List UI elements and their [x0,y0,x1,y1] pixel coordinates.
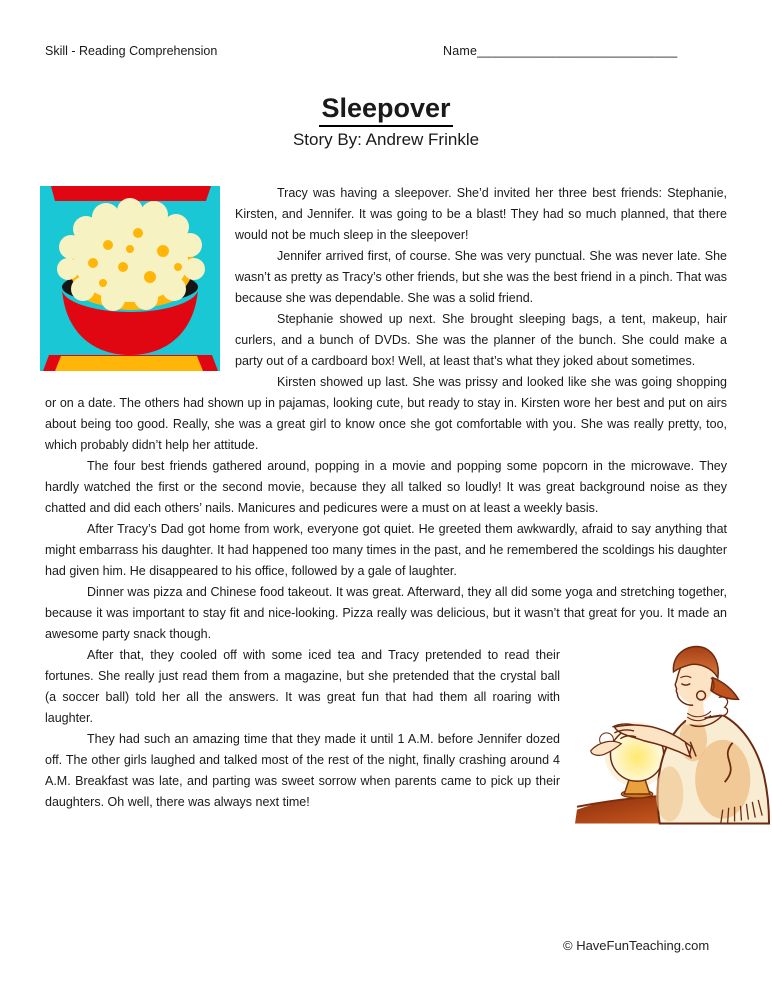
page-title: Sleepover [319,92,452,127]
popcorn-bowl-illustration [40,186,220,371]
story-text [45,183,727,825]
name-label: Name [443,44,478,58]
page-footer [563,938,709,953]
story-paragraph: Dinner was pizza and Chinese food takeout. It was great. Afterward, they all did some yoga and stretching together, because it was important to stay fit and nice-looking. Pizza really was delicious, but it wasn’t that great for you. It made an awesome party snack though. [45,585,727,641]
story-paragraph: They had such an amazing time that they made it until 1 A.M. before Jennifer dozed off. The other girls laughed and talked most of the rest of the night, finally crashing around 4 A.M. Breakfast was late, and parting was sweet sorrow when parents came to pick up their daughters. Oh well, there was always next time! [45,732,560,809]
story-paragraph: After Tracy’s Dad got home from work, everyone got quiet. He greeted them awkwardly, afraid to say anything that might embarrass his daughter. It had happened too many times in the past, and he remembered the scoldings his daughter had given him. He disappeared to his office, followed by a gale of laughter. [45,522,727,578]
story-paragraph: Jennifer arrived first, of course. She was very punctual. She was never late. She wasn’t as pretty as Tracy’s other friends, but she was the best friend in a pinch. That was because she was dependable. She was a solid friend. [235,249,727,305]
name-blank-line[interactable]: ____________________________ [477,44,678,58]
story-paragraph: Tracy was having a sleepover. She’d invited her three best friends: Stephanie, Kirsten, and Jennifer. It was going to be a blast! They had so much planned, that there would not be much sleep in the sleepover! [235,186,727,242]
story-paragraph: Stephanie showed up next. She brought sleeping bags, a tent, makeup, hair curlers, and a bunch of DVDs. She was the planner of the bunch. She could make a party out of a cardboard box! Well, at least that’s what they joked about sometimes. [235,312,727,368]
name-field [443,44,677,58]
story-paragraph: The four best friends gathered around, popping in a movie and popping some popcorn in the microwave. They hardly watched the first or the second movie, because they all talked so loudly! It was great background noise as they chatted and did each others’ nails. Manicures and pedicures were a must on at least a weekly basis. [45,459,727,515]
page-header [0,44,772,64]
skill-label: Skill - Reading Comprehension [45,44,218,58]
title-block [0,92,772,127]
copyright-text: © HaveFunTeaching.com [563,938,710,953]
fortune-teller-illustration [575,625,772,825]
byline: Story By: Andrew Frinkle [292,130,480,149]
story-paragraph: Kirsten showed up last. She was prissy and looked like she was going shopping or on a date. The others had shown up in pajamas, looking cute, but ready to stay in. Kirsten wore her best and put on airs about being too good. Really, she was a great girl to know once she got comfortable with you. She was really pretty, too, which probably didn’t help her attitude. [45,375,727,452]
story-paragraph: After that, they cooled off with some iced tea and Tracy pretended to read their fortunes. She really just read them from a magazine, but she pretended that the crystal ball (a soccer ball) told her all the answers. It was great fun that had them all roaring with laughter. [45,648,560,725]
